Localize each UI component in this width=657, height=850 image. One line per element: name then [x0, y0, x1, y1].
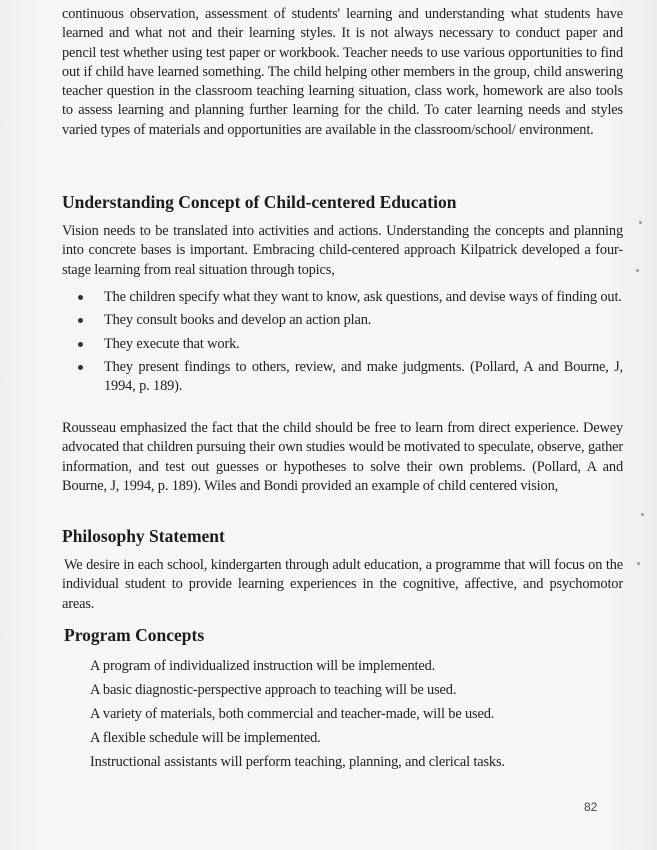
bullet-icon	[78, 342, 83, 347]
bullet-icon	[78, 318, 83, 323]
scan-artifact	[639, 221, 642, 224]
page-number: 82	[584, 800, 598, 814]
scan-artifact	[637, 562, 640, 565]
heading-philosophy-statement: Philosophy Statement	[62, 526, 225, 546]
list-item: A flexible schedule will be implemented.	[90, 730, 321, 746]
list-item: Instructional assistants will perform teaching, planning, and clerical tasks.	[90, 754, 505, 770]
bullet-icon	[78, 365, 83, 370]
kilpatrick-stages-list	[62, 288, 623, 400]
scan-artifact	[641, 513, 644, 516]
heading-program-concepts: Program Concepts	[64, 625, 205, 645]
heading-child-centered-education: Understanding Concept of Child-centered Education	[62, 192, 457, 212]
bullet-icon	[78, 295, 83, 300]
list-item-text: The children specify what they want to know, ask questions, and devise ways of finding out.	[104, 289, 622, 305]
list-item-text: They execute that work.	[104, 335, 240, 352]
list-item: A basic diagnostic-perspective approach to teaching will be used.	[90, 682, 457, 698]
section-1-paragraph: Vision needs to be translated into activities and actions. Understanding the concepts and planning into concrete bases is important. Embracing child-centered approach Kilpatrick developed a four-stage learning from real situation through topics,	[62, 223, 623, 278]
list-item	[62, 288, 623, 307]
philosophy-paragraph: We desire in each school, kindergarten through adult education, a programme that will focus on the individual student to provide learning experiences in the cognitive, affective, and psychomotor areas.	[62, 557, 623, 612]
list-item: A program of individualized instruction will be implemented.	[90, 658, 436, 674]
list-item	[62, 358, 623, 397]
section-1-paragraph-2: Rousseau emphasized the fact that the child should be free to learn from direct experience. Dewey advocated that children pursuing their own studies would be motivated to speculate, observe, gather information, and test out guesses or hypotheses to solve their own problems. (Pollard, A and Bourne, J, 1994, p. 189). Wiles and Bondi provided an example of child centered vision,	[62, 420, 623, 494]
list-item	[62, 335, 623, 354]
list-item-text: They present findings to others, review, and make judgments. (Pollard, A and Bourne, J, 1994, p. 189).	[104, 358, 623, 395]
list-item-text: They consult books and develop an action plan.	[104, 312, 372, 329]
intro-paragraph: continuous observation, assessment of students' learning and understanding what students have learned and what not and their learning styles. It is not always necessary to conduct paper and pencil test whether using test paper or workbook. Teacher needs to use various opportunities to find out if child have learned something. The child helping other members in the group, child answering teacher question in the classroom teaching learning situation, class work, homework are also tools to assess learning and planning further learning for the child. To cater learning needs and styles varied types of materials and opportunities are available in the classroom/school/ environment.	[62, 6, 623, 138]
program-concepts-list	[90, 654, 505, 774]
scan-artifact	[636, 269, 639, 272]
list-item	[62, 311, 623, 330]
list-item: A variety of materials, both commercial and teacher-made, will be used.	[90, 706, 495, 722]
